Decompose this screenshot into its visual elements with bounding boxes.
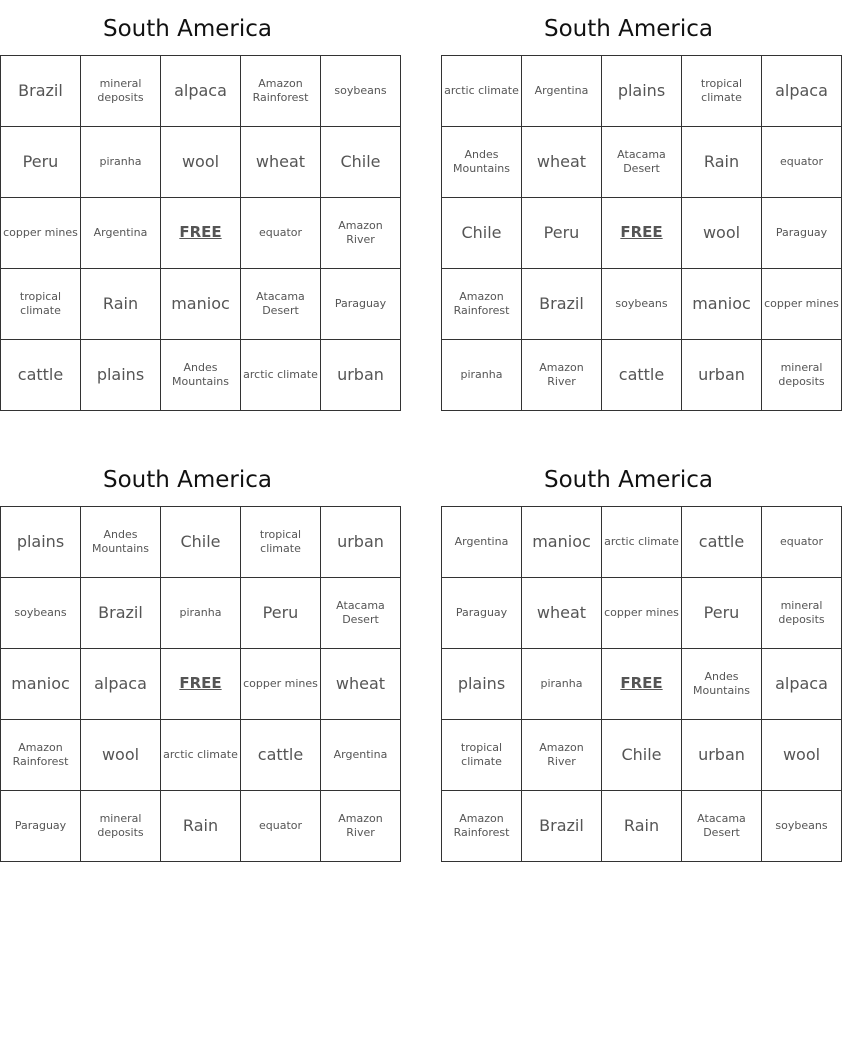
grid-cell: wheat xyxy=(321,649,401,720)
grid-cell: Atacama Desert xyxy=(602,127,682,198)
card-title: South America xyxy=(543,16,714,42)
grid-cell: alpaca xyxy=(81,649,161,720)
grid-row xyxy=(442,340,842,411)
grid-row xyxy=(1,127,401,198)
grid-cell: mineral deposits xyxy=(81,791,161,862)
bingo-grid xyxy=(441,506,842,862)
grid-cell: cattle xyxy=(241,720,321,791)
grid-cell: Amazon Rainforest xyxy=(442,269,522,340)
grid-cell: Andes Mountains xyxy=(161,340,241,411)
grid-cell: tropical climate xyxy=(682,56,762,127)
grid-row xyxy=(442,198,842,269)
grid-cell: Amazon River xyxy=(321,198,401,269)
grid-cell: Argentina xyxy=(81,198,161,269)
grid-row xyxy=(1,340,401,411)
grid-cell: piranha xyxy=(442,340,522,411)
grid-cell: arctic climate xyxy=(442,56,522,127)
grid-row xyxy=(1,198,401,269)
bingo-grid xyxy=(0,55,401,411)
grid-cell: Chile xyxy=(442,198,522,269)
grid-cell: Amazon River xyxy=(321,791,401,862)
grid-cell: Paraguay xyxy=(442,578,522,649)
grid-cell: equator xyxy=(241,791,321,862)
grid-cell: alpaca xyxy=(762,649,842,720)
grid-cell: Rain xyxy=(81,269,161,340)
grid-cell: Argentina xyxy=(522,56,602,127)
grid-cell: Rain xyxy=(682,127,762,198)
grid-cell: Peru xyxy=(682,578,762,649)
grid-cell: wheat xyxy=(522,578,602,649)
grid-cell: soybeans xyxy=(602,269,682,340)
grid-cell: copper mines xyxy=(1,198,81,269)
grid-cell: urban xyxy=(682,720,762,791)
grid-cell: manioc xyxy=(522,507,602,578)
grid-cell: equator xyxy=(241,198,321,269)
card-title: South America xyxy=(543,467,714,493)
free-space: FREE xyxy=(602,649,682,720)
grid-cell: plains xyxy=(602,56,682,127)
grid-cell: Atacama Desert xyxy=(682,791,762,862)
grid-cell: urban xyxy=(321,340,401,411)
grid-row xyxy=(442,720,842,791)
grid-cell: mineral deposits xyxy=(762,340,842,411)
grid-cell: wool xyxy=(682,198,762,269)
grid-row xyxy=(442,127,842,198)
grid-cell: equator xyxy=(762,127,842,198)
grid-cell: Brazil xyxy=(522,269,602,340)
bingo-grid xyxy=(441,55,842,411)
grid-cell: Chile xyxy=(161,507,241,578)
grid-cell: Argentina xyxy=(442,507,522,578)
grid-cell: manioc xyxy=(161,269,241,340)
grid-cell: Brazil xyxy=(1,56,81,127)
bingo-grid xyxy=(0,506,401,862)
grid-cell: Peru xyxy=(522,198,602,269)
grid-cell: plains xyxy=(1,507,81,578)
grid-cell: piranha xyxy=(522,649,602,720)
grid-cell: Chile xyxy=(602,720,682,791)
grid-cell: piranha xyxy=(161,578,241,649)
grid-cell: Amazon Rainforest xyxy=(442,791,522,862)
grid-cell: manioc xyxy=(682,269,762,340)
grid-cell: soybeans xyxy=(762,791,842,862)
grid-row xyxy=(1,578,401,649)
grid-cell: Andes Mountains xyxy=(682,649,762,720)
grid-cell: Argentina xyxy=(321,720,401,791)
grid-cell: Brazil xyxy=(81,578,161,649)
grid-row xyxy=(442,269,842,340)
grid-cell: Paraguay xyxy=(1,791,81,862)
grid-cell: soybeans xyxy=(1,578,81,649)
free-space: FREE xyxy=(161,649,241,720)
grid-row xyxy=(442,507,842,578)
grid-cell: wool xyxy=(161,127,241,198)
grid-cell: Paraguay xyxy=(762,198,842,269)
grid-cell: manioc xyxy=(1,649,81,720)
grid-cell: Peru xyxy=(241,578,321,649)
grid-row xyxy=(1,649,401,720)
grid-row xyxy=(1,507,401,578)
grid-row xyxy=(442,649,842,720)
card-title: South America xyxy=(102,467,273,493)
grid-cell: tropical climate xyxy=(1,269,81,340)
free-space: FREE xyxy=(602,198,682,269)
grid-cell: Chile xyxy=(321,127,401,198)
grid-cell: wheat xyxy=(241,127,321,198)
grid-cell: copper mines xyxy=(602,578,682,649)
grid-cell: tropical climate xyxy=(442,720,522,791)
grid-row xyxy=(442,791,842,862)
grid-cell: equator xyxy=(762,507,842,578)
grid-row xyxy=(1,269,401,340)
grid-cell: Paraguay xyxy=(321,269,401,340)
grid-cell: Rain xyxy=(602,791,682,862)
grid-cell: tropical climate xyxy=(241,507,321,578)
grid-cell: plains xyxy=(442,649,522,720)
grid-cell: Andes Mountains xyxy=(442,127,522,198)
grid-cell: Peru xyxy=(1,127,81,198)
grid-cell: copper mines xyxy=(762,269,842,340)
grid-cell: plains xyxy=(81,340,161,411)
grid-cell: wheat xyxy=(522,127,602,198)
grid-cell: mineral deposits xyxy=(81,56,161,127)
grid-cell: mineral deposits xyxy=(762,578,842,649)
grid-cell: alpaca xyxy=(762,56,842,127)
grid-cell: Atacama Desert xyxy=(321,578,401,649)
grid-cell: wool xyxy=(762,720,842,791)
grid-cell: Amazon Rainforest xyxy=(1,720,81,791)
grid-cell: wool xyxy=(81,720,161,791)
grid-row xyxy=(1,791,401,862)
card-title: South America xyxy=(102,16,273,42)
grid-row xyxy=(1,720,401,791)
grid-cell: Rain xyxy=(161,791,241,862)
grid-cell: soybeans xyxy=(321,56,401,127)
grid-cell: urban xyxy=(682,340,762,411)
grid-cell: Amazon River xyxy=(522,340,602,411)
grid-cell: cattle xyxy=(682,507,762,578)
grid-cell: cattle xyxy=(602,340,682,411)
grid-cell: urban xyxy=(321,507,401,578)
grid-cell: Atacama Desert xyxy=(241,269,321,340)
grid-cell: Amazon River xyxy=(522,720,602,791)
grid-cell: arctic climate xyxy=(241,340,321,411)
grid-cell: cattle xyxy=(1,340,81,411)
grid-cell: Andes Mountains xyxy=(81,507,161,578)
grid-cell: arctic climate xyxy=(602,507,682,578)
grid-cell: arctic climate xyxy=(161,720,241,791)
grid-cell: copper mines xyxy=(241,649,321,720)
free-space: FREE xyxy=(161,198,241,269)
grid-cell: alpaca xyxy=(161,56,241,127)
grid-cell: piranha xyxy=(81,127,161,198)
grid-cell: Brazil xyxy=(522,791,602,862)
grid-row xyxy=(1,56,401,127)
grid-row xyxy=(442,578,842,649)
grid-cell: Amazon Rainforest xyxy=(241,56,321,127)
grid-row xyxy=(442,56,842,127)
